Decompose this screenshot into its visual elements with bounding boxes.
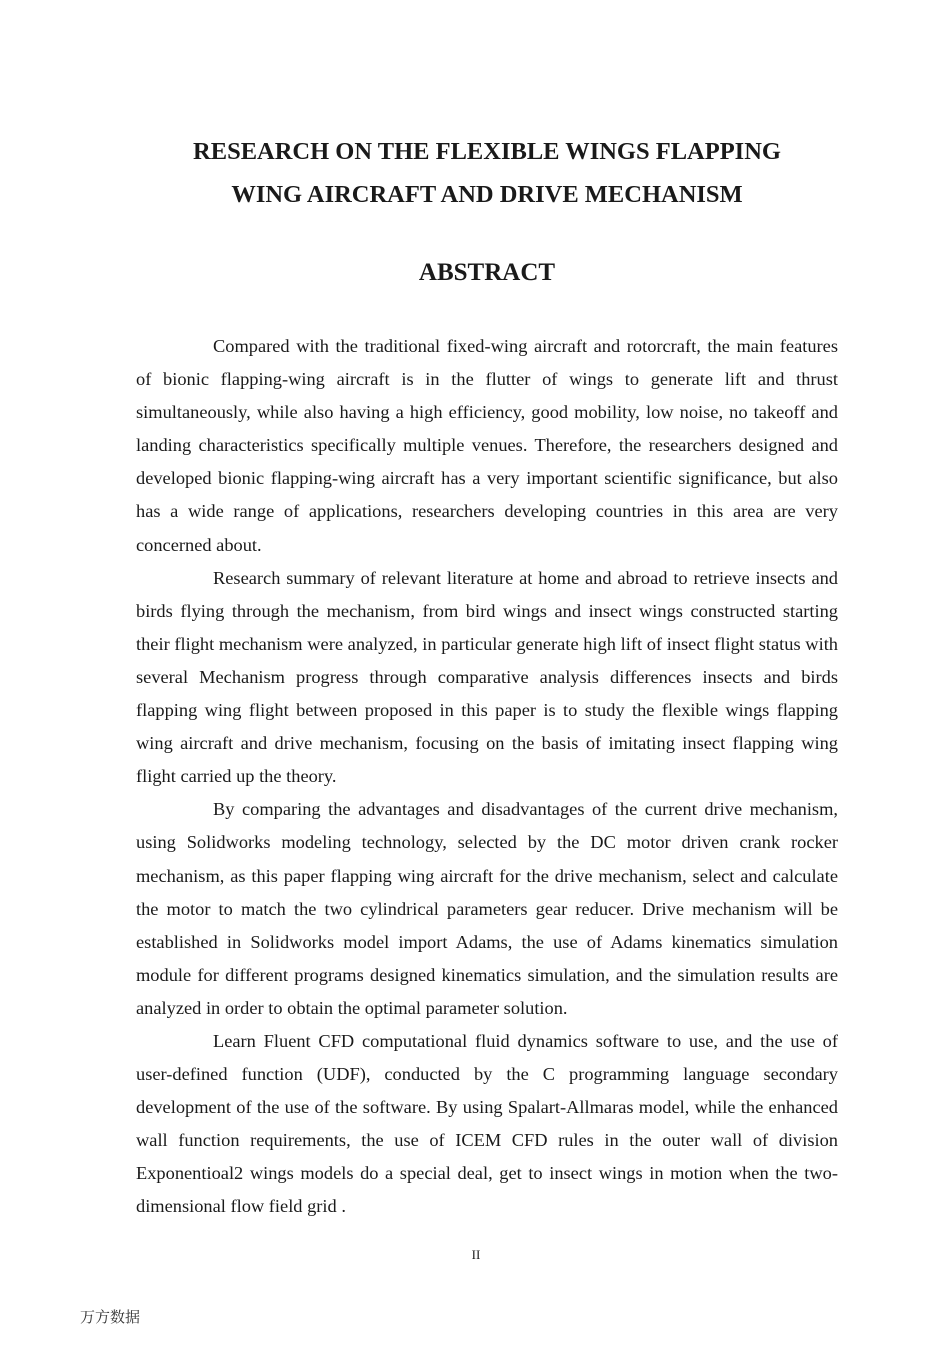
source-watermark: 万方数据	[80, 1308, 141, 1326]
abstract-paragraph-4: Learn Fluent CFD computational fluid dynamics software to use, and the use of user-defined function (UDF), conducted by the C programming language secondary development of the use of the software. By using Spalart-Allmaras model, while the enhanced wall function requirements, the use of ICEM CFD rules in the outer wall of division Exponentioal2 wings models do a special deal, get to insect wings in motion when the two-dimensional flow field grid .	[136, 1030, 838, 1217]
abstract-body	[136, 330, 838, 1224]
abstract-heading: ABSTRACT	[418, 259, 556, 286]
paper-title-line-1: RESEARCH ON THE FLEXIBLE WINGS FLAPPING	[193, 138, 781, 165]
abstract-paragraph-1: Compared with the traditional fixed-wing aircraft and rotorcraft, the main features of bionic flapping-wing aircraft is in the flutter of wings to generate lift and thrust simultaneously, while also having a high efficiency, good mobility, low noise, no takeoff and landing characteristics specifically multiple venues. Therefore, the researchers designed and developed bionic flapping-wing aircraft has a very important scientific significance, but also has a wide range of applications, researchers developing countries in this area are very concerned about.	[136, 336, 838, 555]
page-number: II	[471, 1247, 481, 1262]
paper-title	[136, 130, 838, 216]
abstract-paragraph-2: Research summary of relevant literature at home and abroad to retrieve insects and birds flying through the mechanism, from bird wings and insect wings constructed starting their flight mechanism were analyzed, in particular generate high lift of insect flight status with several Mechanism progress through comparative analysis differences insects and birds flapping wing flight between proposed in this paper is to study the flexible wings flapping wing aircraft and drive mechanism, focusing on the basis of imitating insect flapping wing flight carried up the theory.	[136, 567, 838, 787]
abstract-paragraph-3: By comparing the advantages and disadvantages of the current drive mechanism, using Solidworks modeling technology, selected by the DC motor driven crank rocker mechanism, as this paper flapping wing aircraft for the drive mechanism, select and calculate the motor to match the two cylindrical parameters gear reducer. Drive mechanism will be established in Solidworks model import Adams, the use of Adams kinematics simulation module for different programs designed kinematics simulation, and the simulation results are analyzed in order to obtain the optimal parameter solution.	[136, 799, 838, 1018]
paper-title-line-2: WING AIRCRAFT AND DRIVE MECHANISM	[231, 181, 743, 208]
